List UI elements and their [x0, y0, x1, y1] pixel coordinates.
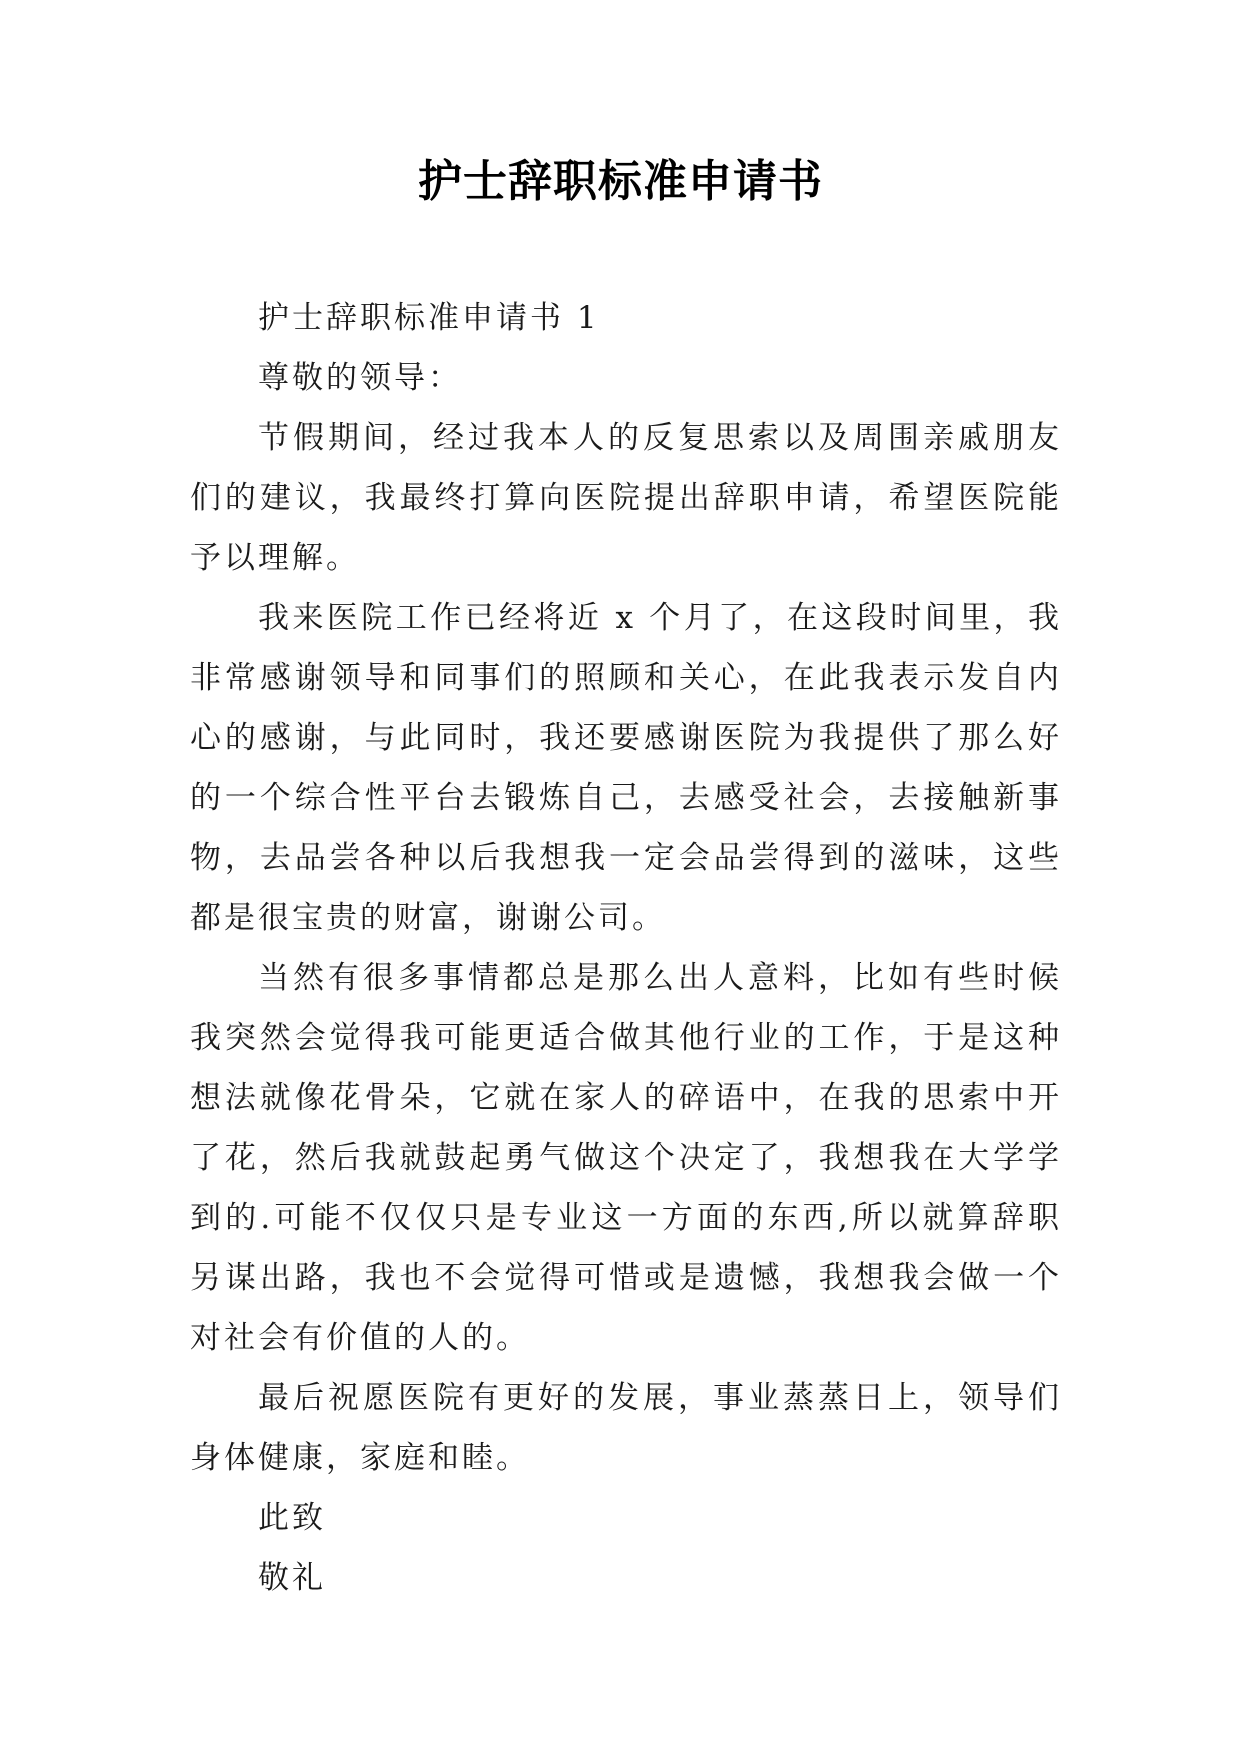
paragraph: 最后祝愿医院有更好的发展，事业蒸蒸日上，领导们身体健康，家庭和睦。 — [190, 1380, 1062, 1476]
closing-line: 敬礼 — [258, 1560, 326, 1596]
paragraph: 节假期间，经过我本人的反复思索以及周围亲戚朋友们的建议，我最终打算向医院提出辞职申请，希望医院能予以理解。 — [190, 420, 1062, 576]
document-body — [190, 288, 1062, 1608]
document-title: 护士辞职标准申请书 — [418, 156, 823, 207]
closing-line: 此致 — [258, 1500, 326, 1536]
document-subtitle: 护士辞职标准申请书 1 — [258, 300, 600, 336]
paragraph: 我来医院工作已经将近 x 个月了，在这段时间里，我非常感谢领导和同事们的照顾和关心，在此我表示发自内心的感谢，与此同时，我还要感谢医院为我提供了那么好的一个综合性平台去锻炼自己，去感受社会，去接触新事物，去品尝各种以后我想我一定会品尝得到的滋味，这些都是很宝贵的财富，谢谢公司。 — [190, 600, 1062, 936]
paragraph: 当然有很多事情都总是那么出人意料，比如有些时候我突然会觉得我可能更适合做其他行业的工作，于是这种想法就像花骨朵，它就在家人的碎语中，在我的思索中开了花，然后我就鼓起勇气做这个决定了，我想我在大学学到的.可能不仅仅只是专业这一方面的东西,所以就算辞职另谋出路，我也不会觉得可惜或是遗憾，我想我会做一个对社会有价值的人的。 — [190, 960, 1062, 1356]
salutation: 尊敬的领导： — [258, 360, 462, 396]
